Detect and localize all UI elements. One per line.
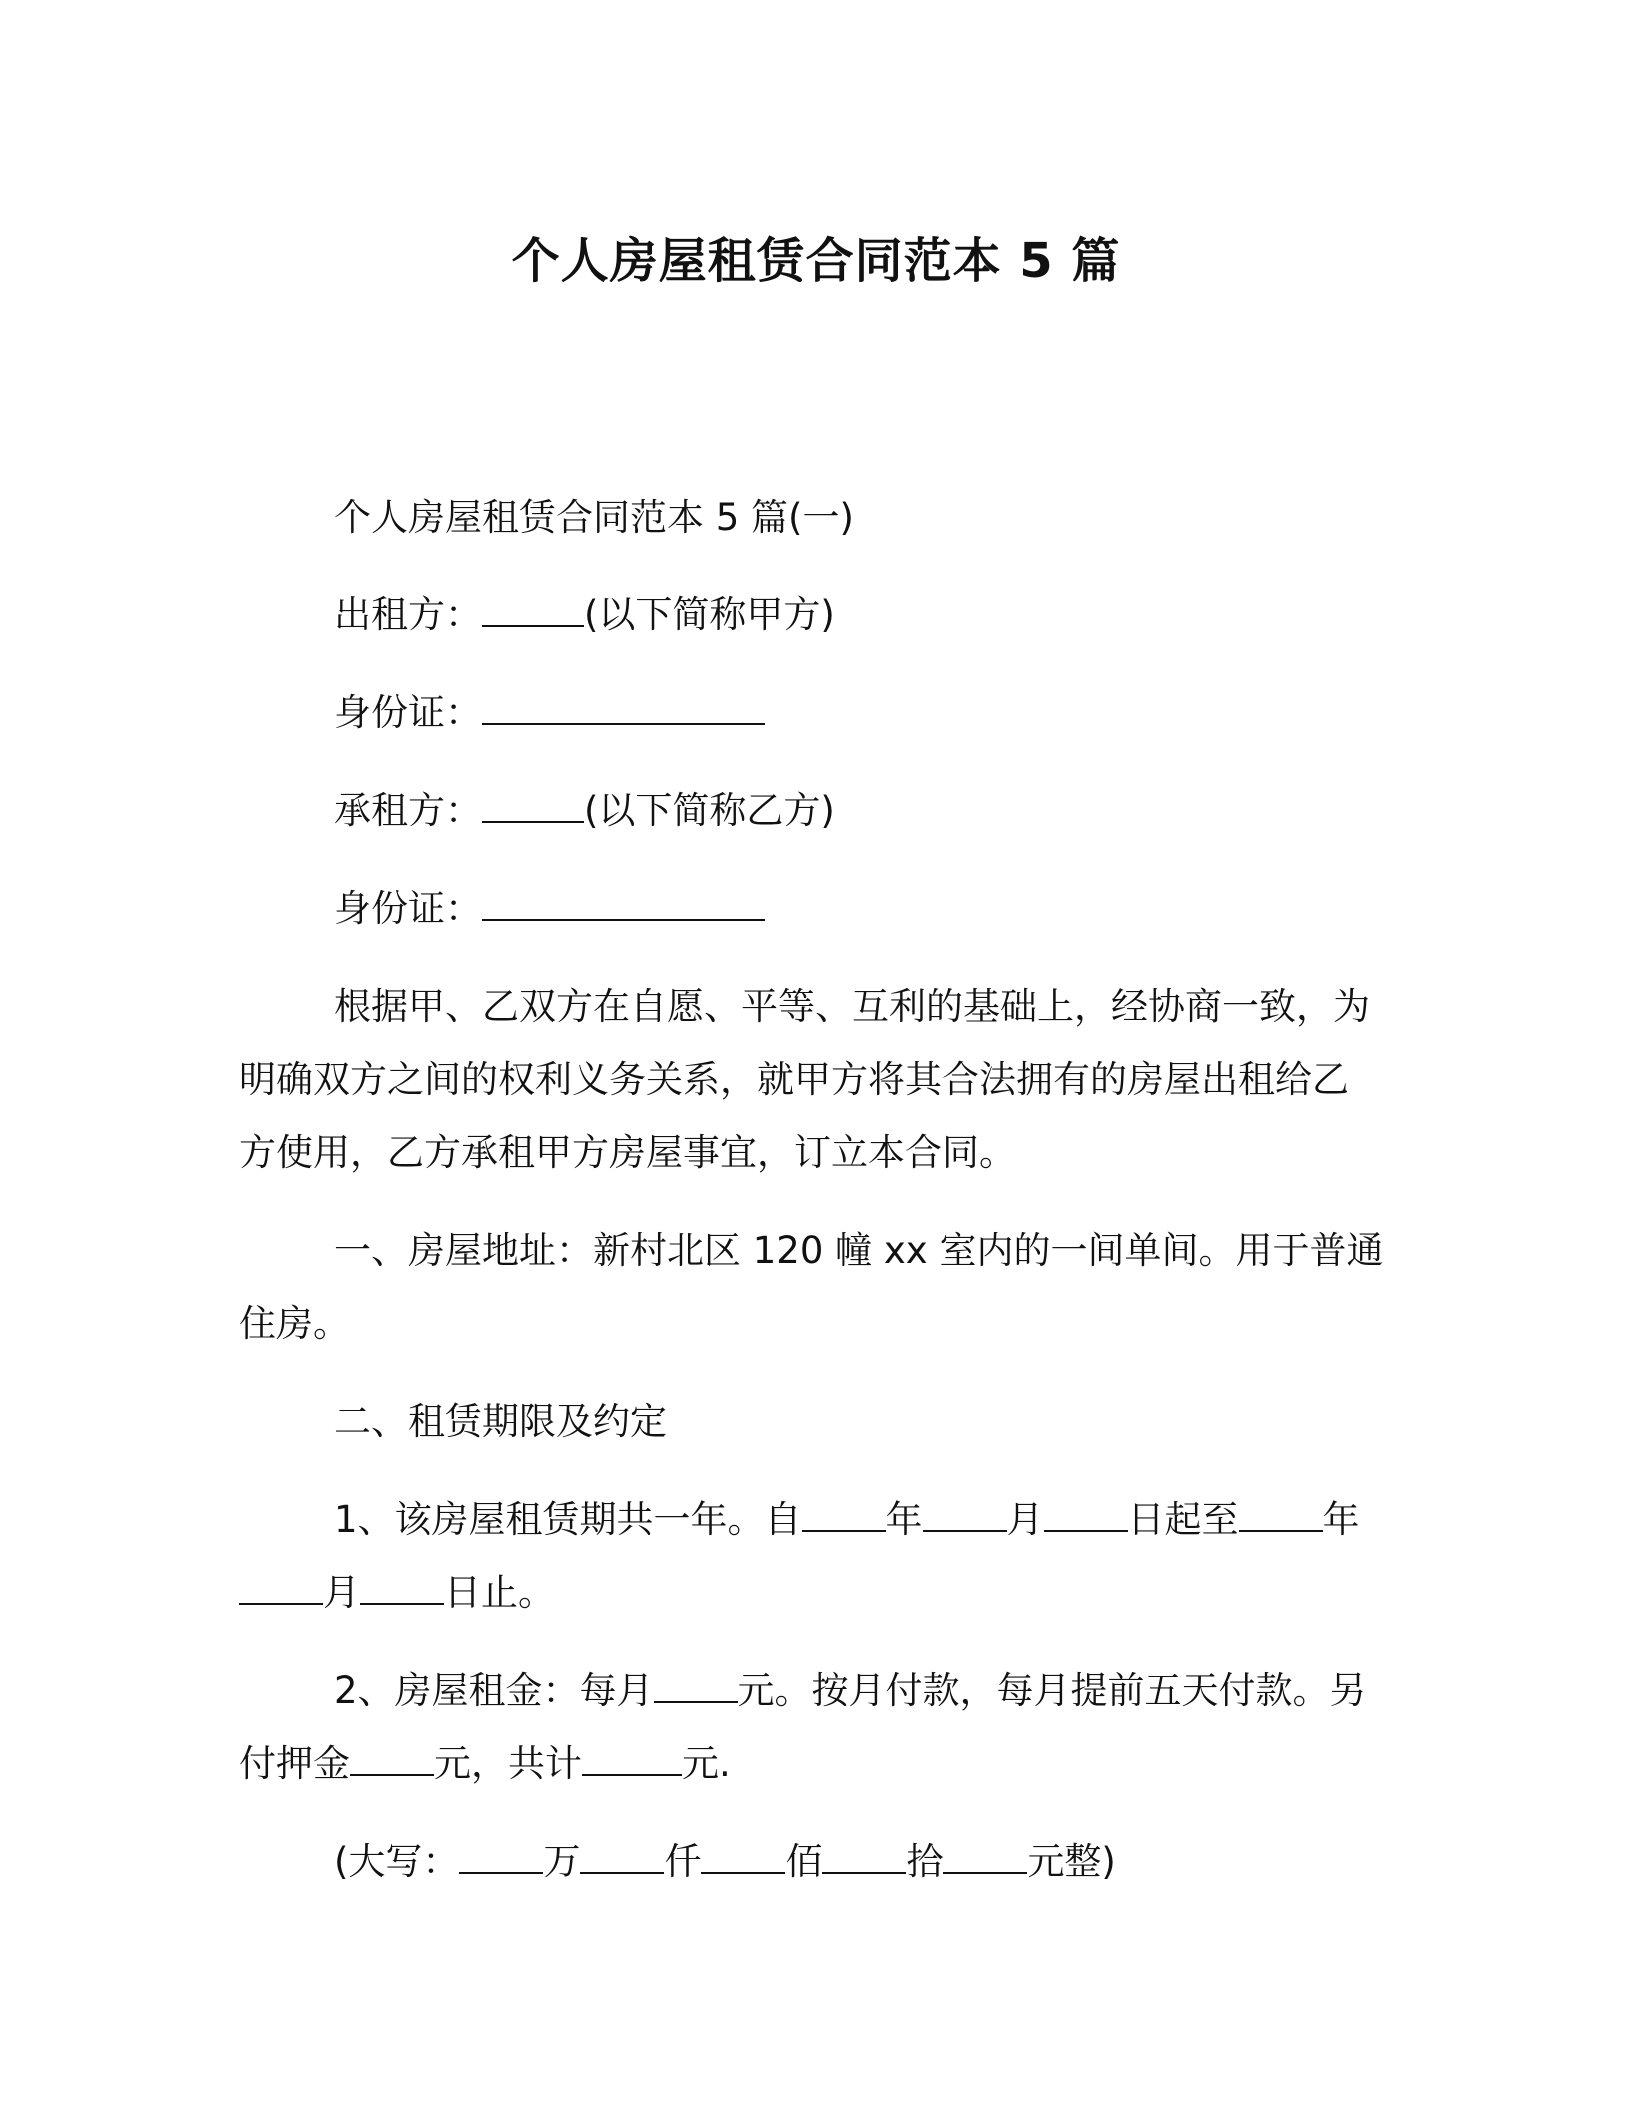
document-title: 个人房屋租赁合同范本 5 篇 — [511, 233, 1121, 289]
rent-line-2 — [239, 1739, 731, 1789]
start-day-blank — [1044, 1496, 1128, 1532]
start-month-blank — [923, 1496, 1007, 1532]
lessor-line — [334, 590, 835, 640]
capital-amount-line — [334, 1837, 1116, 1887]
lessor-id-label: 身份证： — [334, 691, 482, 734]
lessee-blank — [482, 787, 584, 823]
deposit-label: 付押金 — [239, 1742, 350, 1785]
end-year-blank — [1239, 1496, 1323, 1532]
qian-blank — [580, 1838, 664, 1874]
bai-label: 佰 — [785, 1840, 823, 1883]
address-line-1: 一、房屋地址：新村北区 120 幢 xx 室内的一间单间。用于普通 — [334, 1229, 1384, 1272]
lessor-id-line — [334, 688, 765, 738]
wan-label: 万 — [543, 1840, 581, 1883]
lessee-label: 承租方： — [334, 789, 482, 832]
qian-label: 仟 — [664, 1840, 702, 1883]
capital-end: 元整) — [1027, 1840, 1116, 1883]
deposit-blank — [350, 1740, 434, 1776]
start-year-blank — [802, 1496, 886, 1532]
end-month-blank — [239, 1569, 323, 1605]
lessor-blank — [482, 591, 584, 627]
term-text: 1、该房屋租赁期共一年。自 — [334, 1498, 802, 1541]
lessee-id-line — [334, 884, 765, 934]
shi-label: 拾 — [906, 1840, 944, 1883]
bai-blank — [701, 1838, 785, 1874]
intro-paragraph-line-2: 明确双方之间的权利义务关系，就甲方将其合法拥有的房屋出租给乙 — [239, 1058, 1349, 1101]
intro-paragraph-line-1: 根据甲、乙双方在自愿、平等、互利的基础上，经协商一致，为 — [334, 985, 1370, 1028]
contract-subtitle: 个人房屋租赁合同范本 5 篇(一) — [334, 496, 854, 539]
lessee-suffix: (以下简称乙方) — [584, 789, 835, 832]
year-label: 年 — [1322, 1498, 1360, 1541]
rent-text: 2、房屋租金：每月 — [334, 1669, 654, 1712]
rent-terms-text: 元。按月付款，每月提前五天付款。另 — [737, 1669, 1367, 1712]
address-line-2: 住房。 — [239, 1302, 350, 1345]
total-label: 元，共计 — [434, 1742, 582, 1785]
yuan-blank — [943, 1838, 1027, 1874]
term-heading: 二、租赁期限及约定 — [334, 1400, 667, 1443]
total-blank — [582, 1740, 682, 1776]
lessor-label: 出租方： — [334, 593, 482, 636]
year-label: 年 — [885, 1498, 923, 1541]
lessee-line — [334, 786, 835, 836]
month-label: 月 — [323, 1571, 360, 1614]
lessee-id-blank — [482, 885, 765, 921]
lessor-id-blank — [482, 689, 765, 725]
total-unit: 元. — [682, 1742, 731, 1785]
term-line-1 — [334, 1495, 1360, 1545]
month-label: 月 — [1006, 1498, 1044, 1541]
shi-blank — [822, 1838, 906, 1874]
wan-blank — [459, 1838, 543, 1874]
capital-open: (大写： — [334, 1840, 460, 1883]
day-from-label: 日起至 — [1127, 1498, 1239, 1541]
intro-paragraph-line-3: 方使用，乙方承租甲方房屋事宜，订立本合同。 — [239, 1131, 1016, 1174]
end-day-blank — [360, 1569, 444, 1605]
term-line-2 — [239, 1568, 555, 1618]
rent-line-1 — [334, 1666, 1367, 1716]
monthly-rent-blank — [654, 1667, 738, 1703]
day-to-label: 日止。 — [444, 1571, 555, 1614]
lessee-id-label: 身份证： — [334, 887, 482, 930]
lessor-suffix: (以下简称甲方) — [584, 593, 835, 636]
